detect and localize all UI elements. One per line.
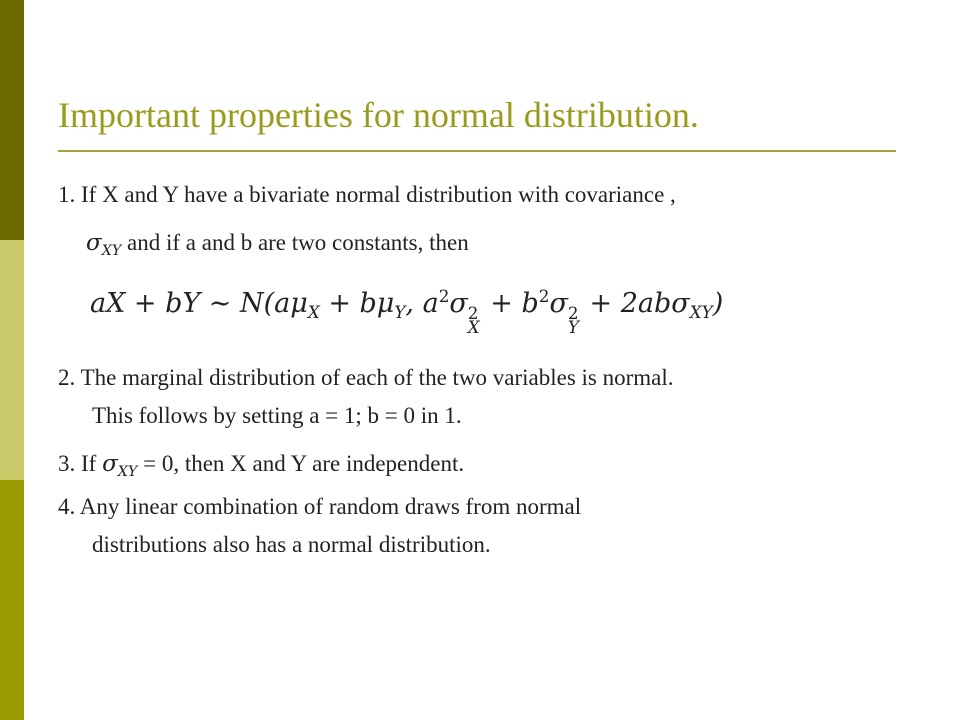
- item3-suffix: = 0, then X and Y are independent.: [143, 451, 465, 476]
- item4-line1: 4. Any linear combination of random draws from normal: [58, 494, 582, 519]
- sidebar-block-mid: [0, 480, 24, 720]
- sidebar-decoration: [0, 0, 24, 720]
- title-underline: [58, 150, 896, 152]
- sidebar-block-light: [0, 240, 24, 480]
- linear-combination-formula: aX + bY ∼ $N(a\mu_X + b\mu_Y$, $a^2\sigma$ 2 X + $b^2\sigma$ 2 Y + 2abσ$_{XY}$): [90, 286, 724, 337]
- item4-line2: distributions also has a normal distribution.: [92, 532, 491, 557]
- sidebar-block-dark: [0, 0, 24, 240]
- slide-title: Important properties for normal distribution.: [58, 95, 699, 135]
- item3-prefix: 3. If: [58, 451, 97, 476]
- item2-line1: 2. The marginal distribution of each of the two variables is normal.: [58, 365, 674, 390]
- item2-line2: This follows by setting a = 1; b = 0 in 1.: [92, 403, 462, 428]
- item1-line2-text: and if a and b are two constants, then: [127, 230, 469, 255]
- sigma-xy-symbol-2: $\sigma_{XY}$: [102, 451, 138, 480]
- item3: [58, 451, 464, 480]
- sigma-xy-symbol: $\sigma_{XY}$: [86, 230, 122, 259]
- item1-line2: [86, 230, 469, 259]
- item1-line1: 1. If X and Y have a bivariate normal distribution with covariance ,: [58, 182, 676, 207]
